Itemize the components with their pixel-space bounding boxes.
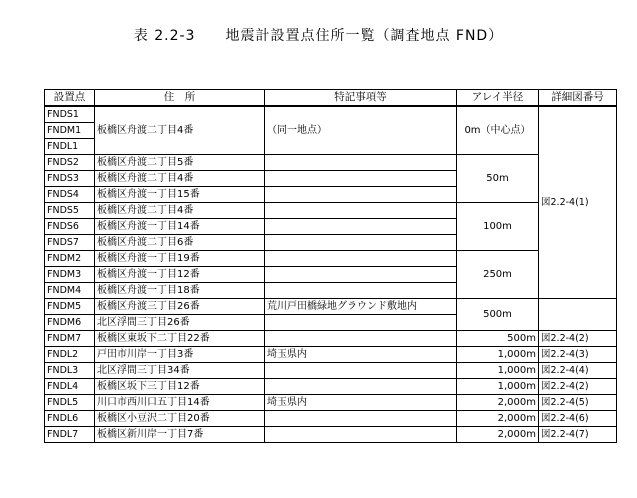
station-id: FNDL4 xyxy=(45,379,95,395)
array-radius: 500m xyxy=(457,331,539,347)
station-address: 板橋区舟渡二丁目4番 xyxy=(95,106,265,155)
station-id: FNDM1 xyxy=(45,123,95,139)
station-note xyxy=(265,219,457,235)
station-id: FNDS7 xyxy=(45,235,95,251)
station-address: 戸田市川岸一丁目3番 xyxy=(95,347,265,363)
station-address: 板橋区舟渡一丁目15番 xyxy=(95,187,265,203)
station-id: FNDM7 xyxy=(45,331,95,347)
array-radius: 500m xyxy=(457,299,539,331)
station-address: 板橋区舟渡二丁目4番 xyxy=(95,203,265,219)
station-id: FNDL1 xyxy=(45,139,95,155)
figure-number: 図2.2-4(7) xyxy=(539,427,617,443)
station-id: FNDL3 xyxy=(45,363,95,379)
array-radius: 250m xyxy=(457,251,539,299)
array-radius: 0m（中心点） xyxy=(457,106,539,155)
table-row xyxy=(45,363,617,379)
station-address: 板橋区舟渡二丁目6番 xyxy=(95,235,265,251)
station-id: FNDS6 xyxy=(45,219,95,235)
table-row xyxy=(45,427,617,443)
figure-number: 図2.2-4(3) xyxy=(539,347,617,363)
station-note xyxy=(265,315,457,331)
header-figure-number: 詳細図番号 xyxy=(539,90,617,107)
station-id: FNDM3 xyxy=(45,267,95,283)
station-address: 板橋区舟渡一丁目14番 xyxy=(95,219,265,235)
station-address: 板橋区坂下三丁目12番 xyxy=(95,379,265,395)
header-notes: 特記事項等 xyxy=(265,90,457,107)
station-note xyxy=(265,283,457,299)
array-radius: 2,000m xyxy=(457,411,539,427)
station-note: （同一地点） xyxy=(265,106,457,155)
station-id: FNDS1 xyxy=(45,106,95,123)
table-row xyxy=(45,331,617,347)
station-id: FNDL2 xyxy=(45,347,95,363)
station-address: 板橋区舟渡三丁目26番 xyxy=(95,299,265,315)
array-radius: 2,000m xyxy=(457,427,539,443)
table-row xyxy=(45,411,617,427)
station-address: 北区浮間三丁目26番 xyxy=(95,315,265,331)
table-row xyxy=(45,155,617,171)
figure-number: 図2.2-4(2) xyxy=(539,379,617,395)
figure-number: 図2.2-4(5) xyxy=(539,395,617,411)
table-row xyxy=(45,347,617,363)
station-note xyxy=(265,171,457,187)
station-address: 板橋区舟渡一丁目19番 xyxy=(95,251,265,267)
array-radius: 1,000m xyxy=(457,347,539,363)
station-note xyxy=(265,411,457,427)
table-row xyxy=(45,395,617,411)
table-header-row xyxy=(45,90,617,107)
station-note: 荒川戸田橋緑地グラウンド敷地内 xyxy=(265,299,457,315)
station-note xyxy=(265,203,457,219)
seismometer-sites-table xyxy=(44,89,617,443)
station-address: 北区浮間三丁目34番 xyxy=(95,363,265,379)
document-title: 表 2.2-3 地震計設置点住所一覧（調査地点 FND） xyxy=(133,28,504,44)
station-address: 板橋区舟渡一丁目12番 xyxy=(95,267,265,283)
station-address: 板橋区舟渡一丁目18番 xyxy=(95,283,265,299)
station-id: FNDM2 xyxy=(45,251,95,267)
figure-number xyxy=(539,299,617,331)
figure-number: 図2.2-4(6) xyxy=(539,411,617,427)
station-note xyxy=(265,379,457,395)
station-id: FNDS3 xyxy=(45,171,95,187)
station-note xyxy=(265,155,457,171)
array-radius: 1,000m xyxy=(457,363,539,379)
table-row xyxy=(45,106,617,123)
station-note: 埼玉県内 xyxy=(265,347,457,363)
station-note xyxy=(265,427,457,443)
array-radius: 100m xyxy=(457,203,539,251)
station-id: FNDL6 xyxy=(45,411,95,427)
station-address: 板橋区新川岸一丁目7番 xyxy=(95,427,265,443)
table-row xyxy=(45,379,617,395)
header-array-radius: アレイ半径 xyxy=(457,90,539,107)
station-address: 板橋区舟渡二丁目5番 xyxy=(95,155,265,171)
station-note xyxy=(265,187,457,203)
station-id: FNDM4 xyxy=(45,283,95,299)
array-radius: 1,000m xyxy=(457,379,539,395)
station-id: FNDM5 xyxy=(45,299,95,315)
station-id: FNDL7 xyxy=(45,427,95,443)
station-note xyxy=(265,235,457,251)
station-address: 板橋区舟渡二丁目4番 xyxy=(95,171,265,187)
station-id: FNDS5 xyxy=(45,203,95,219)
station-note xyxy=(265,251,457,267)
station-address: 板橋区小豆沢二丁目20番 xyxy=(95,411,265,427)
station-note: 埼玉県内 xyxy=(265,395,457,411)
header-address: 住 所 xyxy=(95,90,265,107)
header-station: 設置点 xyxy=(45,90,95,107)
station-note xyxy=(265,267,457,283)
station-id: FNDS2 xyxy=(45,155,95,171)
station-note xyxy=(265,331,457,347)
table-row xyxy=(45,203,617,219)
figure-number: 図2.2-4(2) xyxy=(539,331,617,347)
figure-number: 図2.2-4(4) xyxy=(539,363,617,379)
table-row xyxy=(45,251,617,267)
station-address: 川口市西川口五丁目14番 xyxy=(95,395,265,411)
station-id: FNDS4 xyxy=(45,187,95,203)
array-radius: 50m xyxy=(457,155,539,203)
station-address: 板橋区東坂下二丁目22番 xyxy=(95,331,265,347)
station-id: FNDL5 xyxy=(45,395,95,411)
table-row xyxy=(45,299,617,315)
figure-number: 図2.2-4(1) xyxy=(539,106,617,299)
station-note xyxy=(265,363,457,379)
array-radius: 2,000m xyxy=(457,395,539,411)
station-id: FNDM6 xyxy=(45,315,95,331)
